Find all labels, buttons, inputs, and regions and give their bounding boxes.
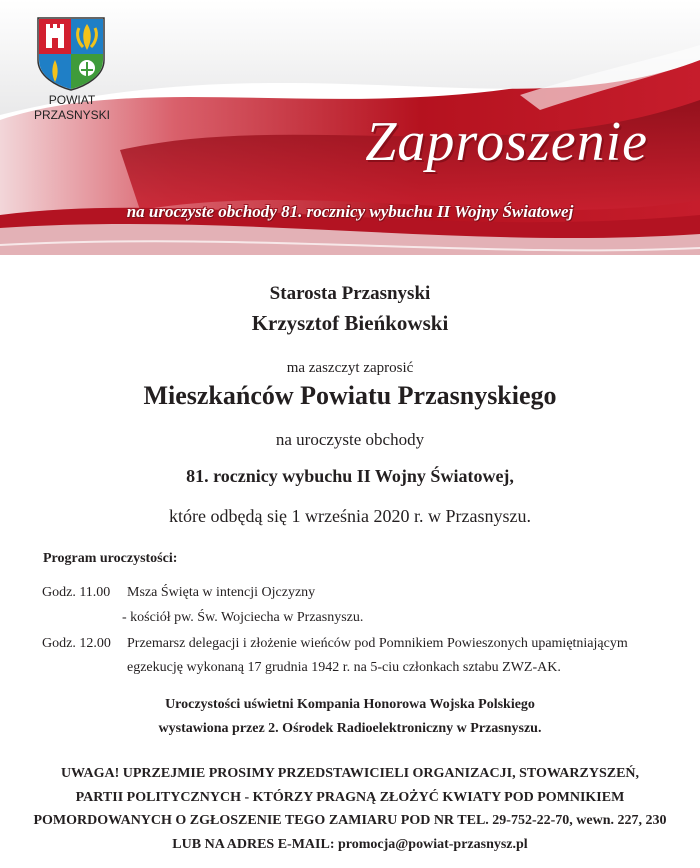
host-title: Starosta Przasnyski bbox=[269, 283, 431, 304]
notice-line2: PARTII POLITYCZNYCH - KTÓRZY PRAGNĄ ZŁOŻYĆ KWIATY POD POMNIKIEM bbox=[75, 790, 625, 805]
program-item-1-line1: Msza Święta w intencji Ojczyzny bbox=[127, 585, 316, 600]
host-name: Krzysztof Bieńkowski bbox=[251, 311, 449, 335]
program-item-2-time: Godz. 12.00 bbox=[42, 636, 111, 651]
program-item-2-line1: Przemarsz delegacji i złożenie wieńców pod Pomnikiem Powieszonych upamiętniającym bbox=[127, 636, 628, 651]
honour-company-line2: wystawiona przez 2. Ośrodek Radioelektroniczny w Przasnyszu. bbox=[158, 721, 542, 736]
logo-caption-line2: PRZASNYSKI bbox=[33, 108, 111, 122]
logo-caption bbox=[30, 93, 114, 123]
logo-caption-line1: POWIAT bbox=[48, 93, 96, 107]
program-item-2-line2: egzekucję wykonaną 17 grudnia 1942 r. na 5-ciu członkach sztabu ZWZ-AK. bbox=[127, 660, 561, 675]
program-heading: Program uroczystości: bbox=[43, 551, 178, 566]
invitation-title: Zaproszenie bbox=[365, 111, 648, 173]
notice-line3: POMORDOWANYCH O ZGŁOSZENIE TEGO ZAMIARU POD NR TEL. 29-752-22-70, wewn. 227, 230 bbox=[33, 813, 667, 828]
invitees-heading: Mieszkańców Powiatu Przasnyskiego bbox=[143, 381, 557, 410]
header-banner bbox=[0, 0, 700, 255]
honour-company-line1: Uroczystości uświetni Kompania Honorowa Wojska Polskiego bbox=[165, 697, 535, 712]
program-item-1-time: Godz. 11.00 bbox=[42, 585, 111, 600]
event-intro: na uroczyste obchody bbox=[275, 430, 425, 449]
notice-line4: LUB NA ADRES E-MAIL: promocja@powiat-przasnysz.pl bbox=[172, 837, 528, 852]
coat-of-arms-icon bbox=[36, 16, 106, 92]
event-name: 81. rocznicy wybuchu II Wojny Światowej, bbox=[186, 466, 514, 486]
notice-line1: UWAGA! UPRZEJMIE PROSIMY PRZEDSTAWICIELI ORGANIZACJI, STOWARZYSZEŃ, bbox=[60, 766, 640, 781]
has-honour-text: ma zaszczyt zaprosić bbox=[286, 360, 414, 376]
invitation-subtitle: na uroczyste obchody 81. rocznicy wybuchu II Wojny Światowej bbox=[126, 202, 574, 221]
program-item-1-line2: - kościół pw. Św. Wojciecha w Przasnyszu. bbox=[122, 610, 364, 625]
event-when: które odbędą się 1 września 2020 r. w Przasnyszu. bbox=[169, 506, 531, 526]
